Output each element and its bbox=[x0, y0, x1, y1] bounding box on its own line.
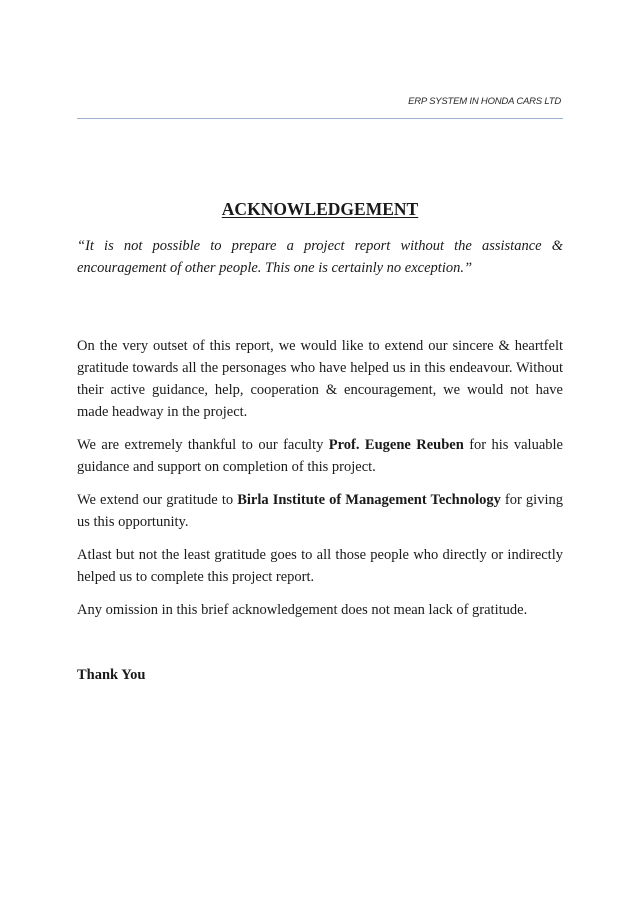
paragraph-people: Atlast but not the least gratitude goes to all those people who directly or indirectly helped us to complete this project report. bbox=[77, 547, 563, 585]
opening-quote: “It is not possible to prepare a project report without the assistance & encouragement of other people. This one is certainly no exception.” bbox=[77, 238, 563, 276]
document-body bbox=[77, 197, 563, 686]
paragraph-faculty-text-before: We are extremely thankful to our faculty bbox=[77, 437, 329, 453]
institute-name: Birla Institute of Management Technology bbox=[237, 492, 501, 508]
paragraph-faculty bbox=[77, 434, 563, 478]
paragraph-institute-text-after: for giving us this opportunity. bbox=[77, 492, 563, 530]
closing-thank-you: Thank You bbox=[77, 667, 146, 683]
paragraph-institute-text-before: We extend our gratitude to bbox=[77, 492, 238, 508]
page-title: ACKNOWLEDGEMENT bbox=[221, 199, 419, 219]
paragraph-institute bbox=[77, 489, 563, 533]
faculty-name: Prof. Eugene Reuben bbox=[328, 437, 464, 453]
header-divider bbox=[77, 118, 563, 119]
paragraph-omission: Any omission in this brief acknowledgement does not mean lack of gratitude. bbox=[77, 602, 528, 618]
paragraph-outset: On the very outset of this report, we would like to extend our sincere & heartfelt gratitude towards all the personages who have helped us in this endeavour. Without their active guidance, help, cooperation & encouragement, we would not have made headway in the project. bbox=[77, 338, 563, 420]
running-header: ERP SYSTEM IN HONDA CARS LTD bbox=[408, 96, 561, 107]
paragraph-faculty-text-after: for his valuable guidance and support on completion of this project. bbox=[77, 437, 563, 475]
